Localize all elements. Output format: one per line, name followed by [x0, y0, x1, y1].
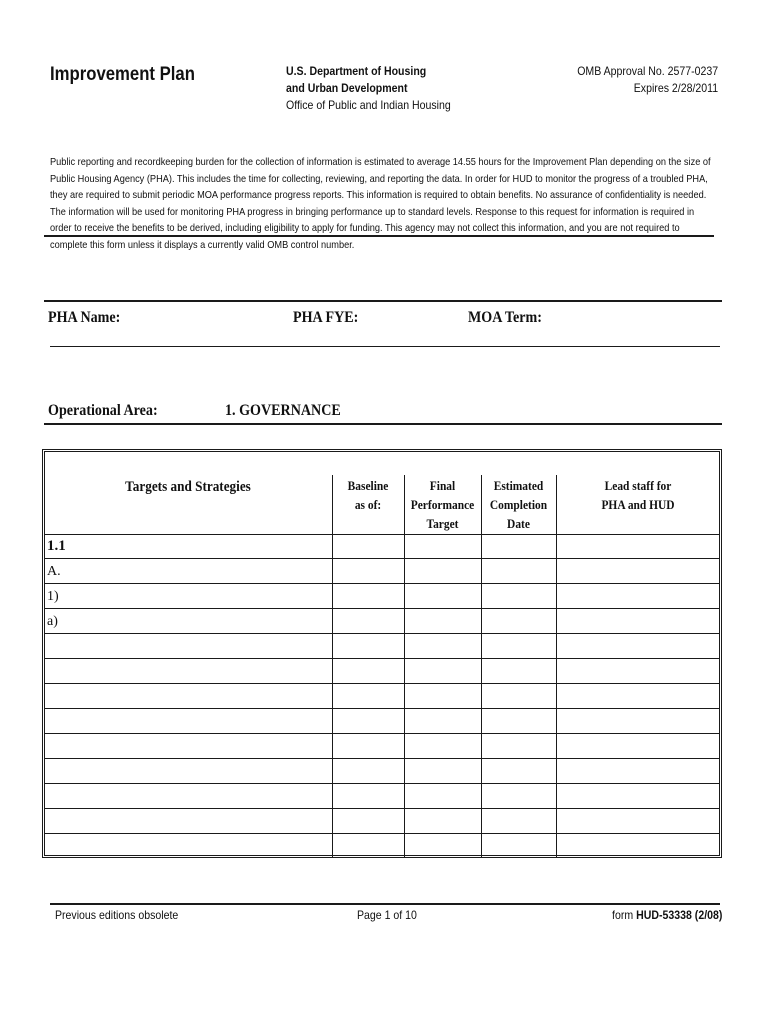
table-column-divider	[481, 475, 482, 857]
row-label: a)	[47, 614, 58, 629]
table-row-divider	[44, 808, 720, 809]
divider	[50, 346, 720, 347]
table-row-divider	[44, 683, 720, 684]
pha-fye-label: PHA FYE:	[293, 309, 359, 326]
table-row-divider	[44, 783, 720, 784]
table-row-divider	[44, 534, 720, 535]
column-header-lead-staff: Lead staff for PHA and HUD	[601, 478, 675, 512]
operational-area-label: Operational Area:	[48, 402, 158, 419]
column-header-targets: Targets and Strategies	[125, 479, 251, 495]
column-header-completion-date: Estimated Completion Date	[489, 478, 548, 531]
table-column-divider	[556, 475, 557, 857]
footer-divider	[50, 903, 720, 905]
omb-block	[577, 63, 718, 97]
table-row-divider	[44, 658, 720, 659]
divider	[44, 423, 722, 425]
table-row-divider	[44, 733, 720, 734]
office-name: Office of Public and Indian Housing	[286, 98, 451, 112]
divider	[44, 235, 714, 237]
pha-name-label: PHA Name:	[48, 309, 121, 326]
moa-term-label: MOA Term:	[468, 309, 542, 326]
footer-page-number: Page 1 of 10	[357, 908, 417, 922]
table-column-divider	[404, 475, 405, 857]
row-label: A.	[47, 564, 61, 579]
agency-block	[286, 63, 451, 114]
footer-editions: Previous editions obsolete	[55, 908, 179, 922]
table-row-divider	[44, 758, 720, 759]
table-row-divider	[44, 608, 720, 609]
omb-expires: Expires 2/28/2011	[633, 81, 718, 95]
burden-statement: Public reporting and recordkeeping burden for the collection of information is estimated to average 14.55 hours for the Improvement Plan depending on the size of Public Housing Agency (PHA). This includes the time for collecting, reviewing, and reporting the data. In order for HUD to monitor the progress of a troubled PHA, they are required to submit periodic MOA performance progress reports. This information is required to obtain benefits. No assurance of confidentiality is needed. The information will be used for monitoring PHA progress in bringing performance up to standard levels. Response to this request for information is required in order to receive the benefits to be derived, including eligibility to apply for funding. This agency may not collect this information, and you are not required to complete this form unless it displays a currently valid OMB control number.	[50, 156, 711, 251]
row-label: 1)	[47, 589, 59, 604]
table-column-divider	[332, 475, 333, 857]
row-label: 1.1	[47, 538, 66, 554]
column-header-final-target: Final Performance Target	[410, 478, 475, 531]
operational-area-value: 1. GOVERNANCE	[225, 402, 341, 419]
table-row-divider	[44, 708, 720, 709]
table-row-divider	[44, 558, 720, 559]
omb-approval: OMB Approval No. 2577-0237	[577, 64, 718, 78]
table-row-divider	[44, 583, 720, 584]
table-row-divider	[44, 833, 720, 834]
agency-name-line1: U.S. Department of Housing	[286, 64, 427, 78]
table-row-divider	[44, 633, 720, 634]
form-title: Improvement Plan	[50, 64, 195, 85]
footer-form-number: form HUD-53338 (2/08)	[611, 908, 722, 922]
divider	[44, 300, 722, 302]
agency-name-line2: and Urban Development	[286, 81, 408, 95]
column-header-baseline: Baseline as of:	[347, 478, 389, 512]
